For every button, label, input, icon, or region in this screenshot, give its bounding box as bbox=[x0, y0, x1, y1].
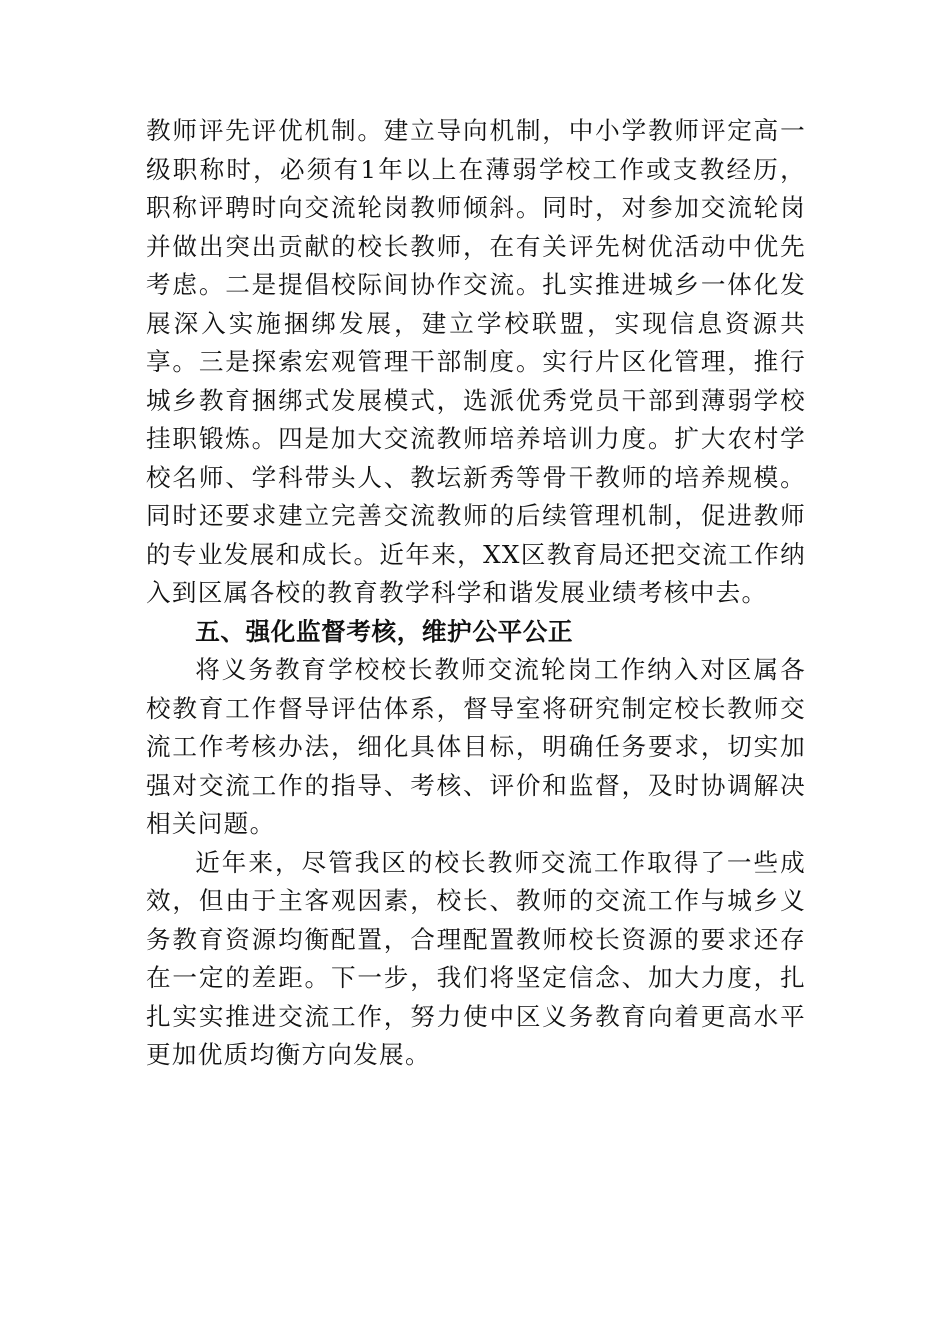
section-heading-supervision: 五、强化监督考核，维护公平公正 bbox=[195, 616, 574, 646]
paragraph-conclusion: 近年来，尽管我区的校长教师交流工作取得了一些成效，但由于主客观因素，校长、教师的交流工作与城乡义务教育资源均衡配置，合理配置教师校长资源的要求还存在一定的差距。下一步，我们将坚定信念、加大力度，扎扎实实推进交流工作，努力使中区义务教育向着更高水平更加优质均衡方向发展。 bbox=[146, 847, 806, 1069]
paragraph-teacher-evaluation-continuation: 教师评先评优机制。建立导向机制，中小学教师评定高一级职称时，必须有1年以上在薄弱学校工作或支教经历，职称评聘时向交流轮岗教师倾斜。同时，对参加交流轮岗并做出突出贡献的校长教师，在有关评先树优活动中优先考虑。二是提倡校际间协作交流。扎实推进城乡一体化发展深入实施捆绑发展，建立学校联盟，实现信息资源共享。三是探索宏观管理干部制度。实行片区化管理，推行城乡教育捆绑式发展模式，选派优秀党员干部到薄弱学校挂职锻炼。四是加大交流教师培养培训力度。扩大农村学校名师、学科带头人、教坛新秀等骨干教师的培养规模。同时还要求建立完善交流教师的后续管理机制，促进教师的专业发展和成长。近年来，XX区教育局还把交流工作纳入到区属各校的教育教学科学和谐发展业绩考核中去。 bbox=[146, 116, 806, 607]
paragraph-supervision-assessment: 将义务教育学校校长教师交流轮岗工作纳入对区属各校教育工作督导评估体系，督导室将研究制定校长教师交流工作考核办法，细化具体目标，明确任务要求，切实加强对交流工作的指导、考核、评价和监督，及时协调解决相关问题。 bbox=[146, 655, 806, 838]
document-body bbox=[146, 112, 806, 1075]
